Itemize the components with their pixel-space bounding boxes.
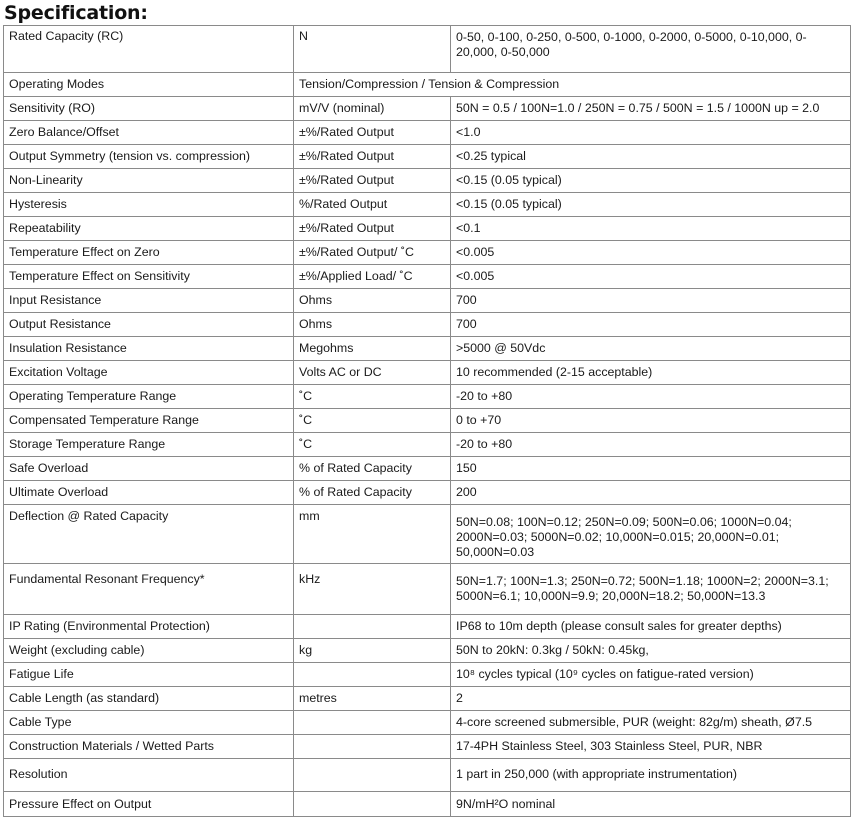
parameter-cell: Rated Capacity (RC) bbox=[4, 26, 294, 73]
table-row bbox=[4, 711, 851, 735]
parameter-cell: Resolution bbox=[4, 759, 294, 792]
parameter-cell: Temperature Effect on Zero bbox=[4, 241, 294, 265]
value-cell: IP68 to 10m depth (please consult sales for greater depths) bbox=[451, 615, 851, 639]
unit-cell: ±%/Rated Output bbox=[294, 217, 451, 241]
parameter-cell: Input Resistance bbox=[4, 289, 294, 313]
value-cell: 4-core screened submersible, PUR (weight: 82g/m) sheath, Ø7.5 bbox=[451, 711, 851, 735]
table-row bbox=[4, 193, 851, 217]
parameter-cell: Fundamental Resonant Frequency* bbox=[4, 564, 294, 615]
unit-cell: Ohms bbox=[294, 313, 451, 337]
value-cell: 200 bbox=[451, 481, 851, 505]
table-row bbox=[4, 792, 851, 817]
parameter-cell: Non-Linearity bbox=[4, 169, 294, 193]
table-row bbox=[4, 26, 851, 73]
unit-cell bbox=[294, 759, 451, 792]
parameter-cell: Operating Modes bbox=[4, 73, 294, 97]
unit-cell: metres bbox=[294, 687, 451, 711]
table-row bbox=[4, 97, 851, 121]
table-row bbox=[4, 265, 851, 289]
value-cell: 0 to +70 bbox=[451, 409, 851, 433]
value-cell: <0.25 typical bbox=[451, 145, 851, 169]
table-row bbox=[4, 735, 851, 759]
value-cell: -20 to +80 bbox=[451, 433, 851, 457]
unit-cell: kg bbox=[294, 639, 451, 663]
value-cell: 50N=0.08; 100N=0.12; 250N=0.09; 500N=0.06; 1000N=0.04; 2000N=0.03; 5000N=0.02; 10,000N=0.015; 20,000N=0.01; 50,000N=0.03 bbox=[451, 505, 851, 564]
value-cell: -20 to +80 bbox=[451, 385, 851, 409]
parameter-cell: Temperature Effect on Sensitivity bbox=[4, 265, 294, 289]
page-title: Specification: bbox=[4, 2, 148, 24]
unit-cell: Tension/Compression / Tension & Compression bbox=[294, 73, 851, 97]
value-cell: 700 bbox=[451, 313, 851, 337]
value-cell: <0.005 bbox=[451, 265, 851, 289]
value-cell: 2 bbox=[451, 687, 851, 711]
parameter-cell: Repeatability bbox=[4, 217, 294, 241]
unit-cell: Megohms bbox=[294, 337, 451, 361]
table-row bbox=[4, 241, 851, 265]
value-cell: 150 bbox=[451, 457, 851, 481]
table-row bbox=[4, 73, 851, 97]
unit-cell: ±%/Rated Output bbox=[294, 169, 451, 193]
value-cell: 10 recommended (2-15 acceptable) bbox=[451, 361, 851, 385]
parameter-cell: Pressure Effect on Output bbox=[4, 792, 294, 817]
value-cell: <0.15 (0.05 typical) bbox=[451, 169, 851, 193]
unit-cell: ˚C bbox=[294, 433, 451, 457]
unit-cell bbox=[294, 615, 451, 639]
table-row bbox=[4, 217, 851, 241]
value-cell: 0-50, 0-100, 0-250, 0-500, 0-1000, 0-2000, 0-5000, 0-10,000, 0-20,000, 0-50,000 bbox=[451, 26, 851, 73]
value-cell: 50N to 20kN: 0.3kg / 50kN: 0.45kg, bbox=[451, 639, 851, 663]
value-cell: 50N = 0.5 / 100N=1.0 / 250N = 0.75 / 500N = 1.5 / 1000N up = 2.0 bbox=[451, 97, 851, 121]
table-row bbox=[4, 121, 851, 145]
unit-cell: ˚C bbox=[294, 409, 451, 433]
value-cell: 10⁸ cycles typical (10⁹ cycles on fatigue-rated version) bbox=[451, 663, 851, 687]
value-cell: <0.15 (0.05 typical) bbox=[451, 193, 851, 217]
table-row bbox=[4, 409, 851, 433]
parameter-cell: Ultimate Overload bbox=[4, 481, 294, 505]
table-row bbox=[4, 759, 851, 792]
unit-cell: mV/V (nominal) bbox=[294, 97, 451, 121]
unit-cell: ±%/Rated Output bbox=[294, 145, 451, 169]
parameter-cell: Sensitivity (RO) bbox=[4, 97, 294, 121]
table-row bbox=[4, 337, 851, 361]
table-row bbox=[4, 169, 851, 193]
specification-table bbox=[3, 25, 851, 817]
parameter-cell: Output Symmetry (tension vs. compression) bbox=[4, 145, 294, 169]
table-row bbox=[4, 361, 851, 385]
unit-cell: mm bbox=[294, 505, 451, 564]
value-cell: 17-4PH Stainless Steel, 303 Stainless Steel, PUR, NBR bbox=[451, 735, 851, 759]
value-cell: 1 part in 250,000 (with appropriate instrumentation) bbox=[451, 759, 851, 792]
table-row bbox=[4, 615, 851, 639]
table-row bbox=[4, 145, 851, 169]
parameter-cell: Excitation Voltage bbox=[4, 361, 294, 385]
unit-cell: kHz bbox=[294, 564, 451, 615]
parameter-cell: Insulation Resistance bbox=[4, 337, 294, 361]
unit-cell: ±%/Rated Output/ ˚C bbox=[294, 241, 451, 265]
parameter-cell: Zero Balance/Offset bbox=[4, 121, 294, 145]
unit-cell: Volts AC or DC bbox=[294, 361, 451, 385]
table-row bbox=[4, 639, 851, 663]
unit-cell bbox=[294, 792, 451, 817]
value-cell: 50N=1.7; 100N=1.3; 250N=0.72; 500N=1.18; 1000N=2; 2000N=3.1; 5000N=6.1; 10,000N=9.9; 20,000N=18.2; 50,000N=13.3 bbox=[451, 564, 851, 615]
parameter-cell: Output Resistance bbox=[4, 313, 294, 337]
value-cell: 9N/mH²O nominal bbox=[451, 792, 851, 817]
parameter-cell: IP Rating (Environmental Protection) bbox=[4, 615, 294, 639]
parameter-cell: Weight (excluding cable) bbox=[4, 639, 294, 663]
unit-cell bbox=[294, 711, 451, 735]
parameter-cell: Storage Temperature Range bbox=[4, 433, 294, 457]
parameter-cell: Cable Type bbox=[4, 711, 294, 735]
table-row bbox=[4, 564, 851, 615]
table-row bbox=[4, 313, 851, 337]
value-cell: >5000 @ 50Vdc bbox=[451, 337, 851, 361]
table-row bbox=[4, 385, 851, 409]
parameter-cell: Operating Temperature Range bbox=[4, 385, 294, 409]
unit-cell: % of Rated Capacity bbox=[294, 457, 451, 481]
value-cell: 700 bbox=[451, 289, 851, 313]
table-row bbox=[4, 457, 851, 481]
unit-cell: ±%/Rated Output bbox=[294, 121, 451, 145]
parameter-cell: Cable Length (as standard) bbox=[4, 687, 294, 711]
value-cell: <1.0 bbox=[451, 121, 851, 145]
parameter-cell: Safe Overload bbox=[4, 457, 294, 481]
table-row bbox=[4, 663, 851, 687]
table-row bbox=[4, 481, 851, 505]
table-row bbox=[4, 505, 851, 564]
unit-cell: %/Rated Output bbox=[294, 193, 451, 217]
parameter-cell: Construction Materials / Wetted Parts bbox=[4, 735, 294, 759]
parameter-cell: Deflection @ Rated Capacity bbox=[4, 505, 294, 564]
unit-cell: ±%/Applied Load/ ˚C bbox=[294, 265, 451, 289]
unit-cell: Ohms bbox=[294, 289, 451, 313]
unit-cell: ˚C bbox=[294, 385, 451, 409]
unit-cell bbox=[294, 663, 451, 687]
table-row bbox=[4, 289, 851, 313]
unit-cell bbox=[294, 735, 451, 759]
value-cell: <0.005 bbox=[451, 241, 851, 265]
unit-cell: % of Rated Capacity bbox=[294, 481, 451, 505]
table-row bbox=[4, 433, 851, 457]
parameter-cell: Fatigue Life bbox=[4, 663, 294, 687]
value-cell: <0.1 bbox=[451, 217, 851, 241]
parameter-cell: Hysteresis bbox=[4, 193, 294, 217]
parameter-cell: Compensated Temperature Range bbox=[4, 409, 294, 433]
unit-cell: N bbox=[294, 26, 451, 73]
table-row bbox=[4, 687, 851, 711]
